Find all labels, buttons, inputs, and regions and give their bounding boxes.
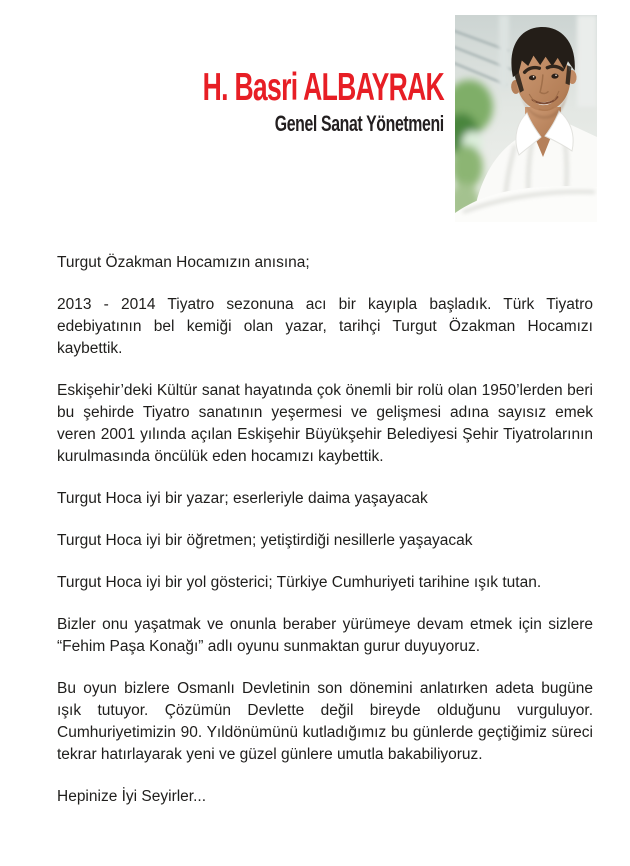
letter-body xyxy=(57,252,593,808)
paragraph: Eskişehir’deki Kültür sanat hayatında çok önemli bir rolü olan 1950’lerden beri bu şehirde Tiyatro sanatının yeşermesi ve gelişmesi adına sayısız emek veren 2001 yılında açılan Eskişehir Büyükşehir Belediyesi Şehir Tiyatrolarının kurulmasında öncülük eden hocamızı kaybettik. xyxy=(57,382,593,465)
paragraph: Bu oyun bizlere Osmanlı Devletinin son dönemini anlatırken adeta bugüne ışık tutuyor. Çözümün Devlette değil bireyde olduğunu vurguluyor. Cumhuriyetimizin 90. Yıldönümünü kutladığımız bu günlerde geçtiğimiz süreci tekrar hatırlayarak yeni ve güzel günlere umutla bakabiliyoruz. xyxy=(57,680,593,763)
paragraph: Turgut Hoca iyi bir öğretmen; yetiştirdiği nesillerle yaşayacak xyxy=(57,532,473,549)
portrait-photo xyxy=(455,15,597,222)
paragraph: 2013 - 2014 Tiyatro sezonuna acı bir kayıpla başladık. Türk Tiyatro edebiyatının bel kemiği olan yazar, tarihçi Turgut Özakman Hocamızı kaybettik. xyxy=(57,296,593,357)
paragraph: Turgut Hoca iyi bir yol gösterici; Türkiye Cumhuriyeti tarihine ışık tutan. xyxy=(57,574,542,591)
paragraph: Turgut Hoca iyi bir yazar; eserleriyle daima yaşayacak xyxy=(57,490,428,507)
header-title-block xyxy=(89,68,444,135)
paragraph: Bizler onu yaşatmak ve onunla beraber yürümeye devam etmek için sizlere “Fehim Paşa Konağı” adlı oyunu sunmaktan gurur duyuyoruz. xyxy=(57,616,593,655)
person-role: Genel Sanat Yönetmeni xyxy=(274,111,444,136)
portrait-photo-illustration xyxy=(455,15,597,222)
subtitle xyxy=(89,113,444,135)
paragraph-dedication: Turgut Özakman Hocamızın anısına; xyxy=(57,254,310,271)
paragraph-closing: Hepinize İyi Seyirler... xyxy=(57,788,207,805)
person-name: H. Basri ALBAYRAK xyxy=(202,66,444,109)
page-title xyxy=(89,68,444,107)
